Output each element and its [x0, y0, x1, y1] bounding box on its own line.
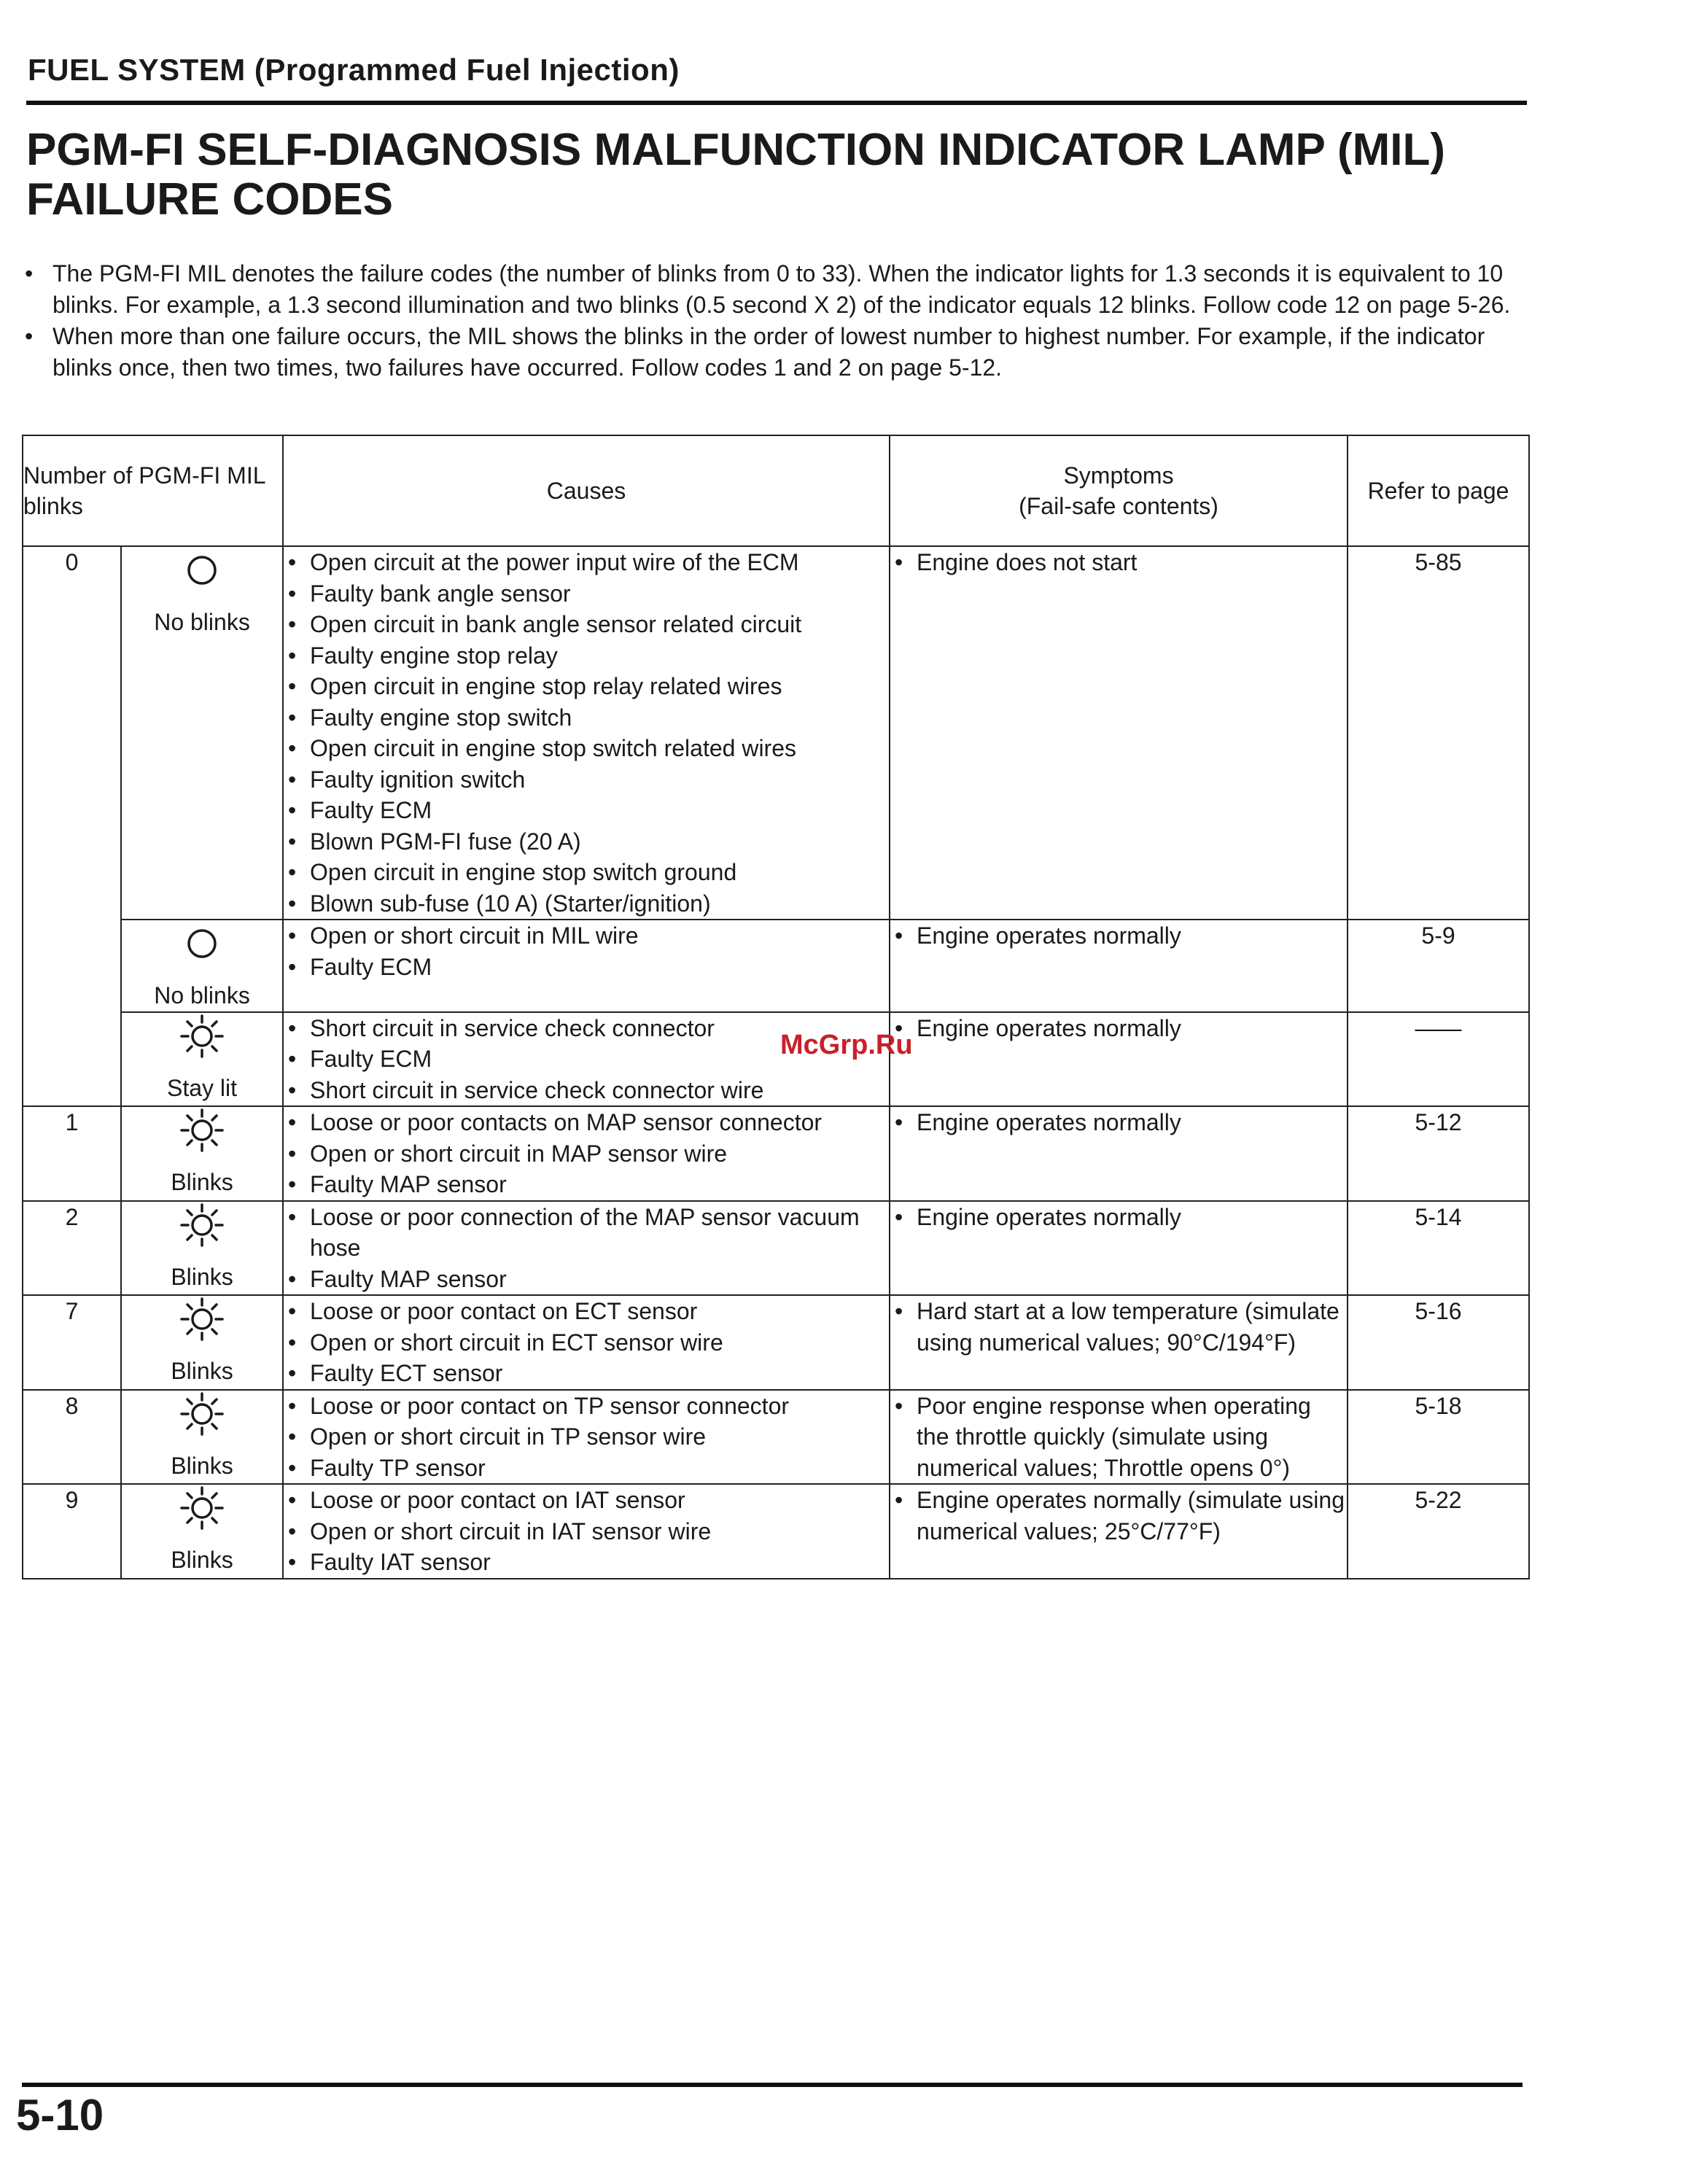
- cause-item: • Faulty IAT sensor: [284, 1547, 889, 1578]
- cause-item: • Open circuit in engine stop switch ground: [284, 857, 889, 888]
- cause-item: • Faulty bank angle sensor: [284, 578, 889, 610]
- symptom-item: • Engine operates normally: [890, 1107, 1347, 1138]
- header-symptoms-line1: Symptoms: [1063, 462, 1174, 489]
- mil-indicator: [121, 1295, 283, 1390]
- header-refer: Refer to page: [1348, 435, 1529, 546]
- cause-item: • Open circuit in bank angle sensor related circuit: [284, 609, 889, 640]
- symptoms-cell: [890, 1012, 1348, 1107]
- cause-item: • Open or short circuit in IAT sensor wire: [284, 1516, 889, 1547]
- lamp-on-icon: [179, 1485, 225, 1531]
- symptom-item: • Hard start at a low temperature (simulate using numerical values; 90°C/194°F): [890, 1296, 1347, 1358]
- cause-item: • Open circuit at the power input wire of the ECM: [284, 547, 889, 578]
- mil-indicator-label: Blinks: [171, 1452, 233, 1479]
- page-number: 5-10: [16, 2091, 104, 2140]
- refer-page: 5-16: [1348, 1295, 1529, 1390]
- symptom-item: • Engine operates normally: [890, 1202, 1347, 1233]
- table-header-row: [23, 435, 1529, 546]
- cause-item: • Faulty engine stop relay: [284, 640, 889, 672]
- symptoms-cell: [890, 1295, 1348, 1390]
- cause-item: • Loose or poor contact on ECT sensor: [284, 1296, 889, 1327]
- cause-item: • Loose or poor connection of the MAP sensor vacuum hose: [284, 1202, 889, 1264]
- mil-indicator-label: Blinks: [171, 1263, 233, 1290]
- header-symptoms-line2: (Fail-safe contents): [1019, 493, 1218, 519]
- lamp-on-icon: [179, 1202, 225, 1248]
- symptom-item: • Engine does not start: [890, 547, 1347, 578]
- cause-item: • Open circuit in engine stop switch related wires: [284, 733, 889, 764]
- header-symptoms: [890, 435, 1348, 546]
- cause-item: • Faulty ignition switch: [284, 764, 889, 796]
- cause-item: • Faulty engine stop switch: [284, 702, 889, 734]
- intro-item: • When more than one failure occurs, the MIL shows the blinks in the order of lowest number to highest number. For example, if the indicator blinks once, then two times, two failures have occurred. Follow codes 1 and 2 on page 5-12.: [25, 321, 1528, 384]
- lamp-on-icon: [179, 1107, 225, 1154]
- mil-indicator-label: No blinks: [154, 609, 250, 635]
- mil-indicator-label: Blinks: [171, 1547, 233, 1573]
- symptoms-cell: [890, 920, 1348, 1012]
- cause-item: • Faulty ECM: [284, 1044, 889, 1075]
- header-causes: Causes: [283, 435, 890, 546]
- cause-item: • Faulty ECM: [284, 795, 889, 826]
- blink-count: 0: [23, 546, 121, 1106]
- refer-page: ——: [1348, 1012, 1529, 1107]
- table-row: [23, 546, 1529, 920]
- symptoms-cell: [890, 1201, 1348, 1296]
- refer-page: 5-12: [1348, 1106, 1529, 1201]
- mil-indicator-label: Blinks: [171, 1169, 233, 1195]
- symptom-item: • Engine operates normally: [890, 920, 1347, 952]
- causes-cell: [283, 1484, 890, 1579]
- mil-indicator-label: Stay lit: [166, 1074, 238, 1101]
- mil-indicator: [121, 1484, 283, 1579]
- cause-item: • Faulty TP sensor: [284, 1453, 889, 1484]
- cause-item: • Faulty ECM: [284, 952, 889, 983]
- refer-page: 5-18: [1348, 1390, 1529, 1485]
- lamp-off-icon: [179, 547, 225, 594]
- watermark: McGrp.Ru: [780, 1030, 913, 1060]
- blink-count: 7: [23, 1295, 121, 1390]
- cause-item: • Open or short circuit in ECT sensor wire: [284, 1327, 889, 1359]
- blink-count: 1: [23, 1106, 121, 1201]
- failure-codes-table: [22, 435, 1530, 1579]
- header-blinks: Number of PGM-FI MIL blinks: [23, 435, 283, 546]
- intro-item: • The PGM-FI MIL denotes the failure codes (the number of blinks from 0 to 33). When the indicator lights for 1.3 seconds it is equivalent to 10 blinks. For example, a 1.3 second illumination and two blinks (0.5 second X 2) of the indicator equals 12 blinks. Follow code 12 on page 5-26.: [25, 258, 1528, 321]
- causes-cell: [283, 546, 890, 920]
- blink-count: 8: [23, 1390, 121, 1485]
- symptoms-cell: [890, 546, 1348, 920]
- cause-item: • Open or short circuit in MIL wire: [284, 920, 889, 952]
- causes-cell: [283, 1295, 890, 1390]
- cause-item: • Open circuit in engine stop relay related wires: [284, 671, 889, 702]
- refer-page: 5-22: [1348, 1484, 1529, 1579]
- mil-indicator-label: No blinks: [154, 982, 250, 1009]
- intro-list: [25, 258, 1528, 384]
- refer-page: 5-9: [1348, 920, 1529, 1012]
- table-row: [23, 1201, 1529, 1296]
- causes-cell: [283, 920, 890, 1012]
- table-row: [23, 1012, 1529, 1107]
- mil-indicator: [121, 1106, 283, 1201]
- blink-count: 9: [23, 1484, 121, 1579]
- mil-indicator-label: Blinks: [171, 1358, 233, 1384]
- refer-page: 5-85: [1348, 546, 1529, 920]
- symptoms-cell: [890, 1390, 1348, 1485]
- cause-item: • Loose or poor contact on IAT sensor: [284, 1485, 889, 1516]
- symptoms-cell: [890, 1484, 1348, 1579]
- cause-item: • Blown sub-fuse (10 A) (Starter/ignition): [284, 888, 889, 920]
- cause-item: • Faulty MAP sensor: [284, 1169, 889, 1200]
- causes-cell: [283, 1201, 890, 1296]
- footer-rule: [22, 2083, 1523, 2087]
- cause-item: • Blown PGM-FI fuse (20 A): [284, 826, 889, 858]
- cause-item: • Faulty MAP sensor: [284, 1264, 889, 1295]
- cause-item: • Short circuit in service check connector wire: [284, 1075, 889, 1106]
- table-row: [23, 1484, 1529, 1579]
- page-title: PGM-FI SELF-DIAGNOSIS MALFUNCTION INDICATOR LAMP (MIL) FAILURE CODES: [26, 125, 1445, 225]
- table-row: [23, 1295, 1529, 1390]
- symptoms-cell: [890, 1106, 1348, 1201]
- causes-cell: [283, 1390, 890, 1485]
- refer-page: 5-14: [1348, 1201, 1529, 1296]
- header-rule: [26, 101, 1527, 105]
- table-row: [23, 1390, 1529, 1485]
- cause-item: • Short circuit in service check connector: [284, 1013, 889, 1044]
- symptom-item: • Poor engine response when operating the throttle quickly (simulate using numerical values; Throttle opens 0°): [890, 1391, 1347, 1484]
- table-row: [23, 1106, 1529, 1201]
- cause-item: • Open or short circuit in MAP sensor wire: [284, 1138, 889, 1170]
- mil-indicator: [121, 1201, 283, 1296]
- cause-item: • Open or short circuit in TP sensor wire: [284, 1421, 889, 1453]
- mil-indicator: [121, 1390, 283, 1485]
- symptom-item: • Engine operates normally (simulate using numerical values; 25°C/77°F): [890, 1485, 1347, 1547]
- mil-indicator: [121, 1012, 283, 1107]
- lamp-on-icon: [179, 1296, 225, 1342]
- causes-cell: [283, 1106, 890, 1201]
- mil-indicator: [121, 546, 283, 920]
- cause-item: • Faulty ECT sensor: [284, 1358, 889, 1389]
- mil-indicator: [121, 920, 283, 1012]
- lamp-on-icon: [179, 1391, 225, 1437]
- lamp-on-icon: [179, 1013, 225, 1060]
- lamp-off-icon: [179, 920, 225, 967]
- cause-item: • Loose or poor contact on TP sensor connector: [284, 1391, 889, 1422]
- symptom-item: • Engine operates normally: [890, 1013, 1347, 1044]
- cause-item: • Loose or poor contacts on MAP sensor connector: [284, 1107, 889, 1138]
- blink-count: 2: [23, 1201, 121, 1296]
- section-header: FUEL SYSTEM (Programmed Fuel Injection): [28, 53, 680, 87]
- table-row: [23, 920, 1529, 1012]
